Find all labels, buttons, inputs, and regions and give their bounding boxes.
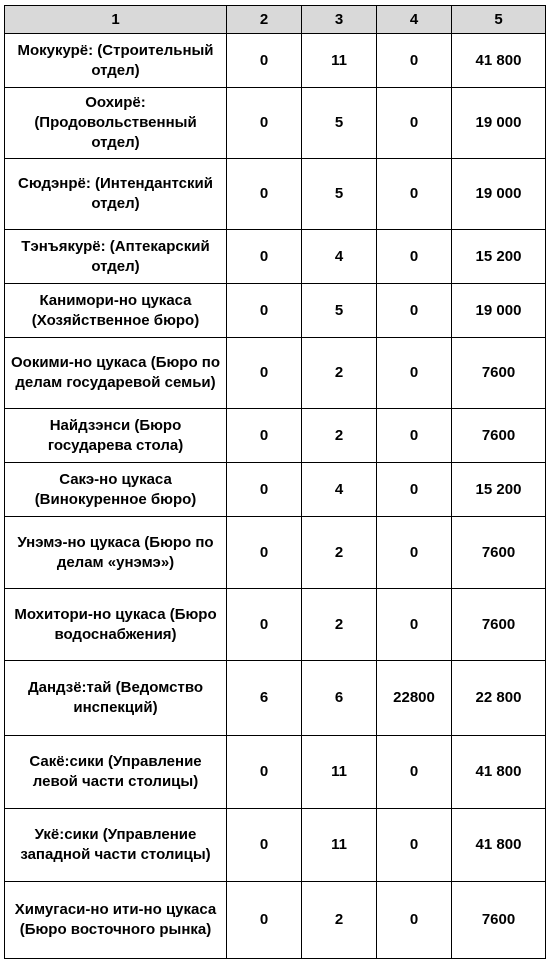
cell-col-3: 11 [302,736,377,809]
cell-col-3: 2 [302,517,377,589]
row-name: Мокукурё: (Строительный отдел) [5,34,227,88]
header-col-3: 3 [302,6,377,34]
cell-col-3: 2 [302,589,377,661]
cell-col-5: 7600 [452,589,546,661]
header-col-4: 4 [377,6,452,34]
row-name: Унэмэ-но цукаса (Бюро по делам «унэмэ») [5,517,227,589]
cell-col-5: 7600 [452,409,546,463]
table-row [5,736,546,809]
table-row [5,409,546,463]
cell-col-4: 0 [377,34,452,88]
cell-col-5: 15 200 [452,463,546,517]
table-row [5,338,546,409]
table-row [5,230,546,284]
cell-col-2: 0 [227,338,302,409]
row-name: Тэнъякурё: (Аптекарский отдел) [5,230,227,284]
row-name: Найдзэнси (Бюро государева стола) [5,409,227,463]
cell-col-3: 11 [302,809,377,882]
cell-col-4: 0 [377,517,452,589]
table-row [5,88,546,159]
row-name: Дандзё:тай (Ведомство инспекций) [5,661,227,736]
table-row [5,882,546,959]
cell-col-5: 22 800 [452,661,546,736]
header-col-1: 1 [5,6,227,34]
row-name: Сакэ-но цукаса (Винокуренное бюро) [5,463,227,517]
row-name: Сюдэнрё: (Интендантский отдел) [5,159,227,230]
table-row [5,517,546,589]
cell-col-3: 2 [302,882,377,959]
header-row [5,6,546,34]
cell-col-5: 19 000 [452,284,546,338]
cell-col-5: 7600 [452,338,546,409]
row-name: Мохитори-но цукаса (Бюро водоснабжения) [5,589,227,661]
cell-col-4: 0 [377,159,452,230]
cell-col-5: 41 800 [452,736,546,809]
header-col-5: 5 [452,6,546,34]
cell-col-3: 5 [302,159,377,230]
table-row [5,809,546,882]
cell-col-2: 0 [227,882,302,959]
cell-col-5: 7600 [452,882,546,959]
cell-col-4: 0 [377,736,452,809]
data-table [4,5,546,959]
cell-col-2: 0 [227,230,302,284]
cell-col-3: 4 [302,230,377,284]
row-name: Укё:сики (Управление западной части столицы) [5,809,227,882]
row-name: Оохирё: (Продовольственный отдел) [5,88,227,159]
cell-col-4: 0 [377,409,452,463]
cell-col-2: 0 [227,589,302,661]
cell-col-2: 0 [227,284,302,338]
cell-col-4: 0 [377,463,452,517]
cell-col-5: 7600 [452,517,546,589]
cell-col-4: 0 [377,230,452,284]
cell-col-2: 0 [227,409,302,463]
cell-col-3: 5 [302,284,377,338]
cell-col-4: 0 [377,284,452,338]
cell-col-5: 19 000 [452,159,546,230]
header-col-2: 2 [227,6,302,34]
table-row [5,463,546,517]
cell-col-4: 0 [377,589,452,661]
cell-col-3: 11 [302,34,377,88]
cell-col-3: 2 [302,338,377,409]
cell-col-3: 4 [302,463,377,517]
table-row [5,661,546,736]
table-row [5,34,546,88]
cell-col-2: 0 [227,809,302,882]
cell-col-5: 41 800 [452,809,546,882]
cell-col-4: 0 [377,809,452,882]
row-name: Сакё:сики (Управление левой части столицы) [5,736,227,809]
cell-col-2: 0 [227,34,302,88]
cell-col-4: 22800 [377,661,452,736]
cell-col-2: 0 [227,88,302,159]
cell-col-3: 5 [302,88,377,159]
cell-col-4: 0 [377,338,452,409]
table-row [5,284,546,338]
cell-col-5: 15 200 [452,230,546,284]
cell-col-2: 0 [227,736,302,809]
cell-col-3: 2 [302,409,377,463]
cell-col-5: 19 000 [452,88,546,159]
row-name: Химугаси-но ити-но цукаса (Бюро восточного рынка) [5,882,227,959]
cell-col-2: 0 [227,517,302,589]
table-row [5,589,546,661]
cell-col-4: 0 [377,882,452,959]
row-name: Канимори-но цукаса (Хозяйственное бюро) [5,284,227,338]
cell-col-5: 41 800 [452,34,546,88]
cell-col-4: 0 [377,88,452,159]
row-name: Оокими-но цукаса (Бюро по делам государевой семьи) [5,338,227,409]
table-row [5,159,546,230]
cell-col-2: 0 [227,463,302,517]
cell-col-3: 6 [302,661,377,736]
cell-col-2: 6 [227,661,302,736]
cell-col-2: 0 [227,159,302,230]
